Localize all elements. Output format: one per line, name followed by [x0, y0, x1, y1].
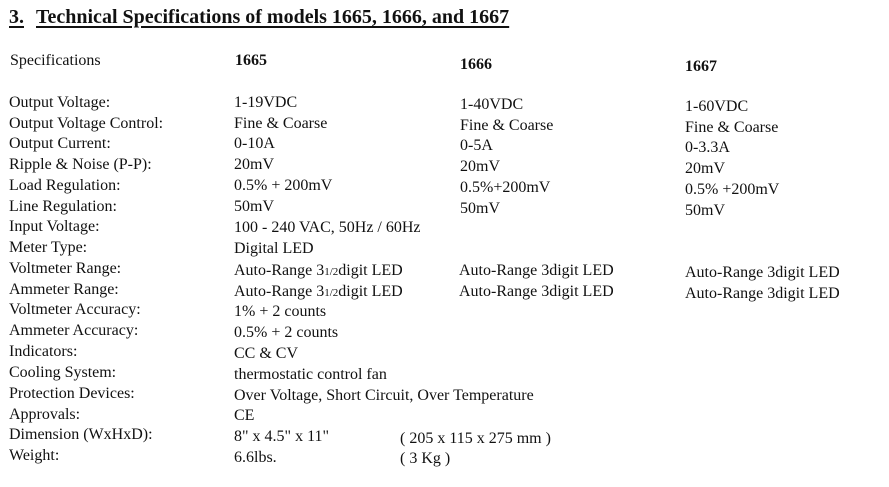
- spec-label: Output Voltage Control:: [9, 115, 164, 132]
- spec-label: Approvals:: [9, 406, 81, 423]
- spec-value-1666: Fine & Coarse: [460, 117, 554, 134]
- spec-value-1665: 0.5% + 200mV: [234, 177, 333, 194]
- spec-label: Dimension (WxHxD):: [9, 426, 153, 443]
- spec-value-shared: CC & CV: [234, 345, 299, 362]
- spec-value-1665: 0-10A: [234, 135, 275, 152]
- fraction: 1/2: [324, 266, 339, 278]
- value-part: Auto-Range 3: [234, 262, 325, 279]
- spec-value-1666: 0.5%+200mV: [460, 179, 551, 196]
- spec-value-1667: 20mV: [685, 160, 725, 177]
- section-title-text: Technical Specifications of models 1665, 1666, and 1667: [36, 6, 510, 28]
- spec-value-1665: Fine & Coarse: [234, 115, 328, 132]
- spec-label: Protection Devices:: [9, 385, 135, 402]
- spec-label: Output Current:: [9, 135, 111, 152]
- spec-header: Specifications: [10, 52, 101, 69]
- spec-label: Ripple & Noise (P-P):: [9, 156, 152, 173]
- spec-metric-value: ( 3 Kg ): [400, 450, 451, 467]
- spec-value-shared: 0.5% + 2 counts: [234, 324, 339, 341]
- spec-value-shared: CE: [234, 407, 255, 424]
- spec-value-shared: Digital LED: [234, 240, 314, 257]
- spec-value-1666: 50mV: [460, 200, 500, 217]
- spec-value-1665: [234, 262, 403, 281]
- spec-label: Output Voltage:: [9, 94, 111, 111]
- spec-value-shared: 8" x 4.5" x 11": [234, 428, 329, 445]
- spec-label: Voltmeter Accuracy:: [9, 301, 141, 318]
- spec-label: Ammeter Range:: [9, 281, 119, 298]
- section-number: 3.: [9, 6, 24, 28]
- spec-value-1667: 50mV: [685, 202, 725, 219]
- spec-label: Voltmeter Range:: [9, 260, 122, 277]
- spec-label: Cooling System:: [9, 364, 117, 381]
- spec-value-1665: [234, 283, 403, 302]
- spec-label: Input Voltage:: [9, 218, 100, 235]
- fraction: 1/2: [324, 287, 339, 299]
- spec-label: Line Regulation:: [9, 198, 117, 215]
- value-part: Auto-Range 3: [234, 283, 325, 300]
- section-title: [9, 6, 509, 29]
- value-part: digit LED: [338, 283, 403, 300]
- spec-value-1666: Auto-Range 3digit LED: [459, 283, 614, 300]
- spec-value-1667: 0-3.3A: [685, 139, 730, 156]
- model-1667-header: 1667: [685, 58, 717, 75]
- value-part: digit LED: [338, 262, 403, 279]
- spec-value-1666: Auto-Range 3digit LED: [459, 262, 614, 279]
- spec-value-1667: 1-60VDC: [685, 98, 749, 115]
- spec-label: Load Regulation:: [9, 177, 121, 194]
- spec-value-1667: 0.5% +200mV: [685, 181, 780, 198]
- model-1666-header: 1666: [460, 56, 492, 73]
- model-1665-header: 1665: [235, 52, 267, 69]
- spec-value-1667: Fine & Coarse: [685, 119, 779, 136]
- spec-value-shared: 6.6lbs.: [234, 449, 277, 466]
- spec-value-1667: Auto-Range 3digit LED: [685, 264, 840, 281]
- spec-value-shared: 1% + 2 counts: [234, 303, 327, 320]
- spec-value-1667: Auto-Range 3digit LED: [685, 285, 840, 302]
- spec-value-1666: 0-5A: [460, 137, 493, 154]
- spec-label: Weight:: [9, 447, 60, 464]
- spec-value-shared: 100 - 240 VAC, 50Hz / 60Hz: [234, 219, 421, 236]
- spec-value-1665: 20mV: [234, 156, 274, 173]
- spec-value-shared: Over Voltage, Short Circuit, Over Temperature: [234, 387, 534, 404]
- spec-value-1666: 1-40VDC: [460, 96, 524, 113]
- spec-value-1665: 50mV: [234, 198, 274, 215]
- spec-label: Meter Type:: [9, 239, 88, 256]
- spec-value-1665: 1-19VDC: [234, 94, 298, 111]
- spec-metric-value: ( 205 x 115 x 275 mm ): [400, 430, 551, 447]
- spec-value-1666: 20mV: [460, 158, 500, 175]
- spec-label: Ammeter Accuracy:: [9, 322, 139, 339]
- spec-value-shared: thermostatic control fan: [234, 366, 387, 383]
- spec-label: Indicators:: [9, 343, 78, 360]
